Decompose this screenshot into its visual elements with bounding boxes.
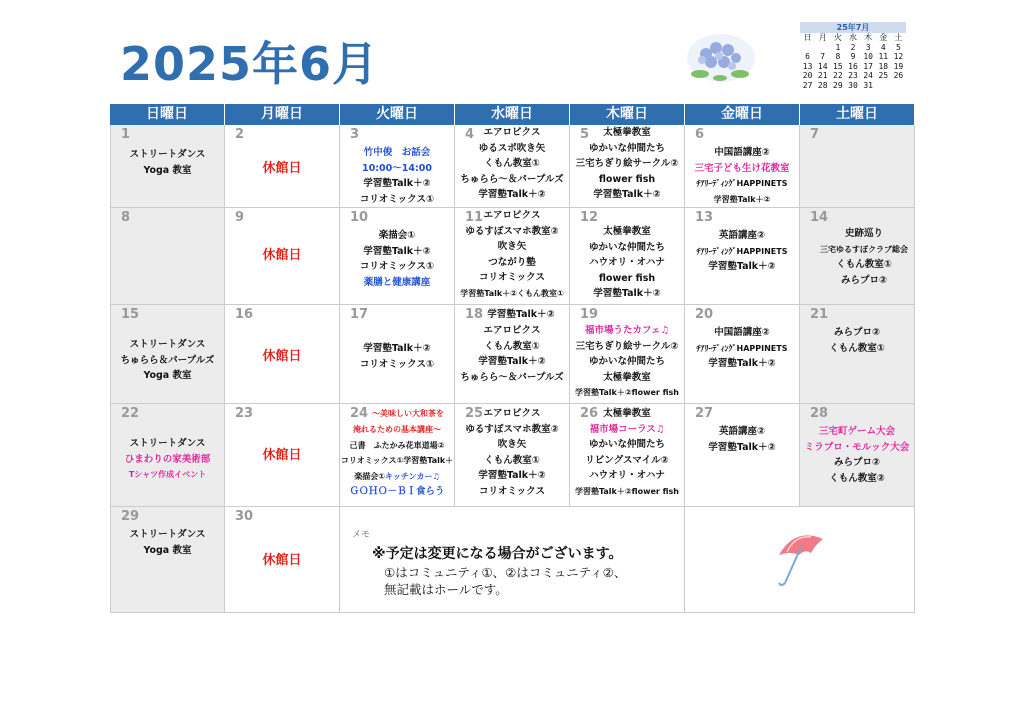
- day-number: 15: [121, 307, 140, 322]
- day-cell-20: [685, 305, 800, 404]
- day-cell-9: [225, 208, 340, 305]
- day-number: 1: [121, 127, 131, 142]
- mini-calendar-title: 25年7月: [800, 22, 906, 33]
- day-cell-2: [225, 125, 340, 208]
- weekday-thu: 木曜日: [570, 104, 685, 125]
- notice-line-1: ①はコミュニティ①、②はコミュニティ②、: [384, 565, 627, 580]
- weekday-wed: 水曜日: [455, 104, 570, 125]
- day-number: 3: [350, 127, 360, 142]
- weekday-mon: 月曜日: [225, 104, 340, 125]
- weekday-tue: 火曜日: [340, 104, 455, 125]
- day-events: 太極拳教室 福市場コーラス♫ ゆかいな仲間たち リビングスマイル② ハウオリ・オハナ 学習塾Talk＋②flower fish: [574, 408, 680, 496]
- memo-cell: [340, 507, 685, 613]
- day-number: 6: [695, 127, 705, 142]
- day-cell-4: [455, 125, 570, 208]
- month-calendar: [110, 104, 915, 613]
- day-events: 三宅町ゲーム大会 ミラプロ・モルック大会 みらプロ② くもん教室②: [804, 426, 910, 484]
- weekday-sat: 土曜日: [800, 104, 915, 125]
- day-cell-22: [110, 404, 225, 507]
- closed-label: 休館日: [262, 161, 302, 176]
- day-number: 12: [580, 210, 599, 225]
- weekday-sun: 日曜日: [110, 104, 225, 125]
- day-events: 英語講座② ﾁｱﾘｰﾃﾞｨﾝｸﾞHAPPINETS 学習塾Talk＋②: [696, 230, 788, 272]
- day-cell-12: [570, 208, 685, 305]
- day-number: 23: [235, 406, 254, 421]
- day-cell-21: [800, 305, 915, 404]
- day-number: 25: [465, 406, 484, 421]
- day-number: 17: [350, 307, 369, 322]
- closed-label: 休館日: [262, 248, 302, 263]
- day-events: エアロビクス ゆるすぽスマホ教室② 吹き矢 つながり塾 コリオミックス 学習塾Talk＋②くもん教室①: [460, 210, 564, 298]
- weekday-fri: 金曜日: [685, 104, 800, 125]
- day-number: 21: [810, 307, 829, 322]
- closed-label: 休館日: [262, 448, 302, 463]
- day-events: ストリートダンス ちゅらら＆パープルズ Yoga 教室: [120, 339, 215, 381]
- day-number: 22: [121, 406, 140, 421]
- day-cell-15: [110, 305, 225, 404]
- day-number: 29: [121, 509, 140, 524]
- day-events: 学習塾Talk＋②: [487, 309, 555, 320]
- mini-calendar-week: 13 14 15 16 17 18 19: [802, 61, 904, 71]
- day-events: 楽描会① 学習塾Talk＋② コリオミックス① 薬膳と健康講座: [359, 230, 435, 288]
- notice-line-2: 無記載はホールです。: [384, 582, 508, 597]
- closed-label: 休館日: [262, 553, 302, 568]
- day-cell-10: [340, 208, 455, 305]
- day-number: 14: [810, 210, 829, 225]
- day-cell-1: [110, 125, 225, 208]
- day-cell-28: [800, 404, 915, 507]
- day-events: 史跡巡り 三宅ゆるすぽクラブ総会 くもん教室① みらプロ②: [820, 228, 908, 286]
- day-number: 4: [465, 127, 475, 142]
- week-row: [110, 507, 915, 613]
- day-number: 18: [465, 307, 484, 322]
- day-cell-27: [685, 404, 800, 507]
- day-cell-17: [340, 305, 455, 404]
- day-number: 28: [810, 406, 829, 421]
- day-number: 27: [695, 406, 714, 421]
- day-number: 30: [235, 509, 254, 524]
- mini-calendar-week: 6 7 8 9 10 11 12: [805, 52, 904, 61]
- day-cell-26: [570, 404, 685, 507]
- mini-calendar-weekdays: 日 月 火 水 木 金 土: [803, 33, 903, 42]
- day-cell-18: [455, 305, 570, 404]
- day-cell-23: [225, 404, 340, 507]
- day-events: 太極拳教室 ゆかいな仲間たち 三宅ちぎり絵サークル② flower fish 学習塾Talk＋②: [575, 127, 679, 200]
- day-events: 竹中俊 お話会 10:00～14:00 学習塾Talk＋② コリオミックス①: [359, 147, 435, 205]
- mini-calendar-week: 1 2 3 4 5: [835, 42, 901, 52]
- day-cell-3: [340, 125, 455, 208]
- day-cell-14: [800, 208, 915, 305]
- day-cell-11: [455, 208, 570, 305]
- event-line: ～美味しい大和茶を: [372, 409, 444, 418]
- day-number: 11: [465, 210, 484, 225]
- day-cell-25: [455, 404, 570, 507]
- day-cell-19: [570, 305, 685, 404]
- day-events: エアロビクス ゆるスポ吹き矢 くもん教室① ちゅらら～＆パープルズ 学習塾Talk＋②: [460, 127, 564, 200]
- day-events: 福市場うたカフェ♫ 三宅ちぎり絵サークル② ゆかいな仲間たち 太極拳教室 学習塾Talk＋②flower fish: [574, 325, 680, 397]
- day-cell-7: [800, 125, 915, 208]
- day-events: ストリートダンス Yoga 教室: [129, 149, 206, 176]
- day-events: エアロビクス ゆるすぽスマホ教室② 吹き矢 くもん教室① 学習塾Talk＋② コリオミックス: [465, 408, 559, 497]
- day-number: 20: [695, 307, 714, 322]
- day-events: 中国語講座② 三宅子ども生け花教室 ﾁｱﾘｰﾃﾞｨﾝｸﾞHAPPINETS 学習塾Talk＋②: [694, 147, 790, 204]
- day-number: 2: [235, 127, 245, 142]
- day-cell-5: [570, 125, 685, 208]
- day-cell-29: [110, 507, 225, 613]
- day-number: 26: [580, 406, 599, 421]
- day-number: 13: [695, 210, 714, 225]
- memo-label: メモ: [352, 530, 371, 540]
- day-number: 19: [580, 307, 599, 322]
- day-events: 淹れるための基本講座～ 己書 ふたかみ花車道場② コリオミックス①学習塾Talk＋ 楽描会①キッチンカー♫ ＧＯＨＯ－ＢＩ食らう: [340, 425, 454, 497]
- day-number: 10: [350, 210, 369, 225]
- week-row: [110, 208, 915, 305]
- weekday-header: [110, 104, 915, 125]
- day-events: ストリートダンス ひまわりの家美術部 Tシャツ作成イベント: [124, 438, 211, 479]
- day-cell-16: [225, 305, 340, 404]
- day-events: 英語講座② 学習塾Talk＋②: [708, 426, 776, 453]
- day-number: 16: [235, 307, 254, 322]
- day-events: 太極拳教室 ゆかいな仲間たち ハウオリ・オハナ flower fish 学習塾Talk＋②: [588, 226, 665, 299]
- day-events: エアロビクス くもん教室① 学習塾Talk＋② ちゅらら～＆パープルズ: [460, 325, 564, 383]
- day-cell-6: [685, 125, 800, 208]
- day-number: 9: [235, 210, 245, 225]
- day-events: 学習塾Talk＋② コリオミックス①: [359, 343, 435, 370]
- day-cell-13: [685, 208, 800, 305]
- page-title: 2025年6月: [120, 37, 380, 91]
- week-row: [110, 404, 915, 507]
- day-number: 7: [810, 127, 820, 142]
- day-number: 24: [350, 406, 369, 421]
- day-cell-24: [340, 404, 455, 507]
- day-cell-8: [110, 208, 225, 305]
- mini-calendar-week: 20 21 22 23 24 25 26: [802, 71, 904, 80]
- mini-calendar-week: 27 28 29 30 31: [802, 80, 873, 90]
- day-number: 8: [121, 210, 131, 225]
- day-number: 5: [580, 127, 590, 142]
- day-cell-30: [225, 507, 340, 613]
- closed-label: 休館日: [262, 349, 302, 364]
- day-events: 中国語講座② ﾁｱﾘｰﾃﾞｨﾝｸﾞHAPPINETS 学習塾Talk＋②: [696, 327, 788, 369]
- day-events: みらプロ② くもん教室①: [829, 327, 885, 354]
- blank-cell: [685, 507, 915, 613]
- umbrella-illustration: [771, 525, 831, 589]
- week-row: [110, 125, 915, 208]
- day-events: ストリートダンス Yoga 教室: [129, 529, 206, 556]
- mini-calendar-july: [800, 22, 906, 90]
- hydrangea-illustration: [678, 28, 764, 92]
- notice-text: ※予定は変更になる場合がございます。: [372, 546, 623, 562]
- week-row: [110, 305, 915, 404]
